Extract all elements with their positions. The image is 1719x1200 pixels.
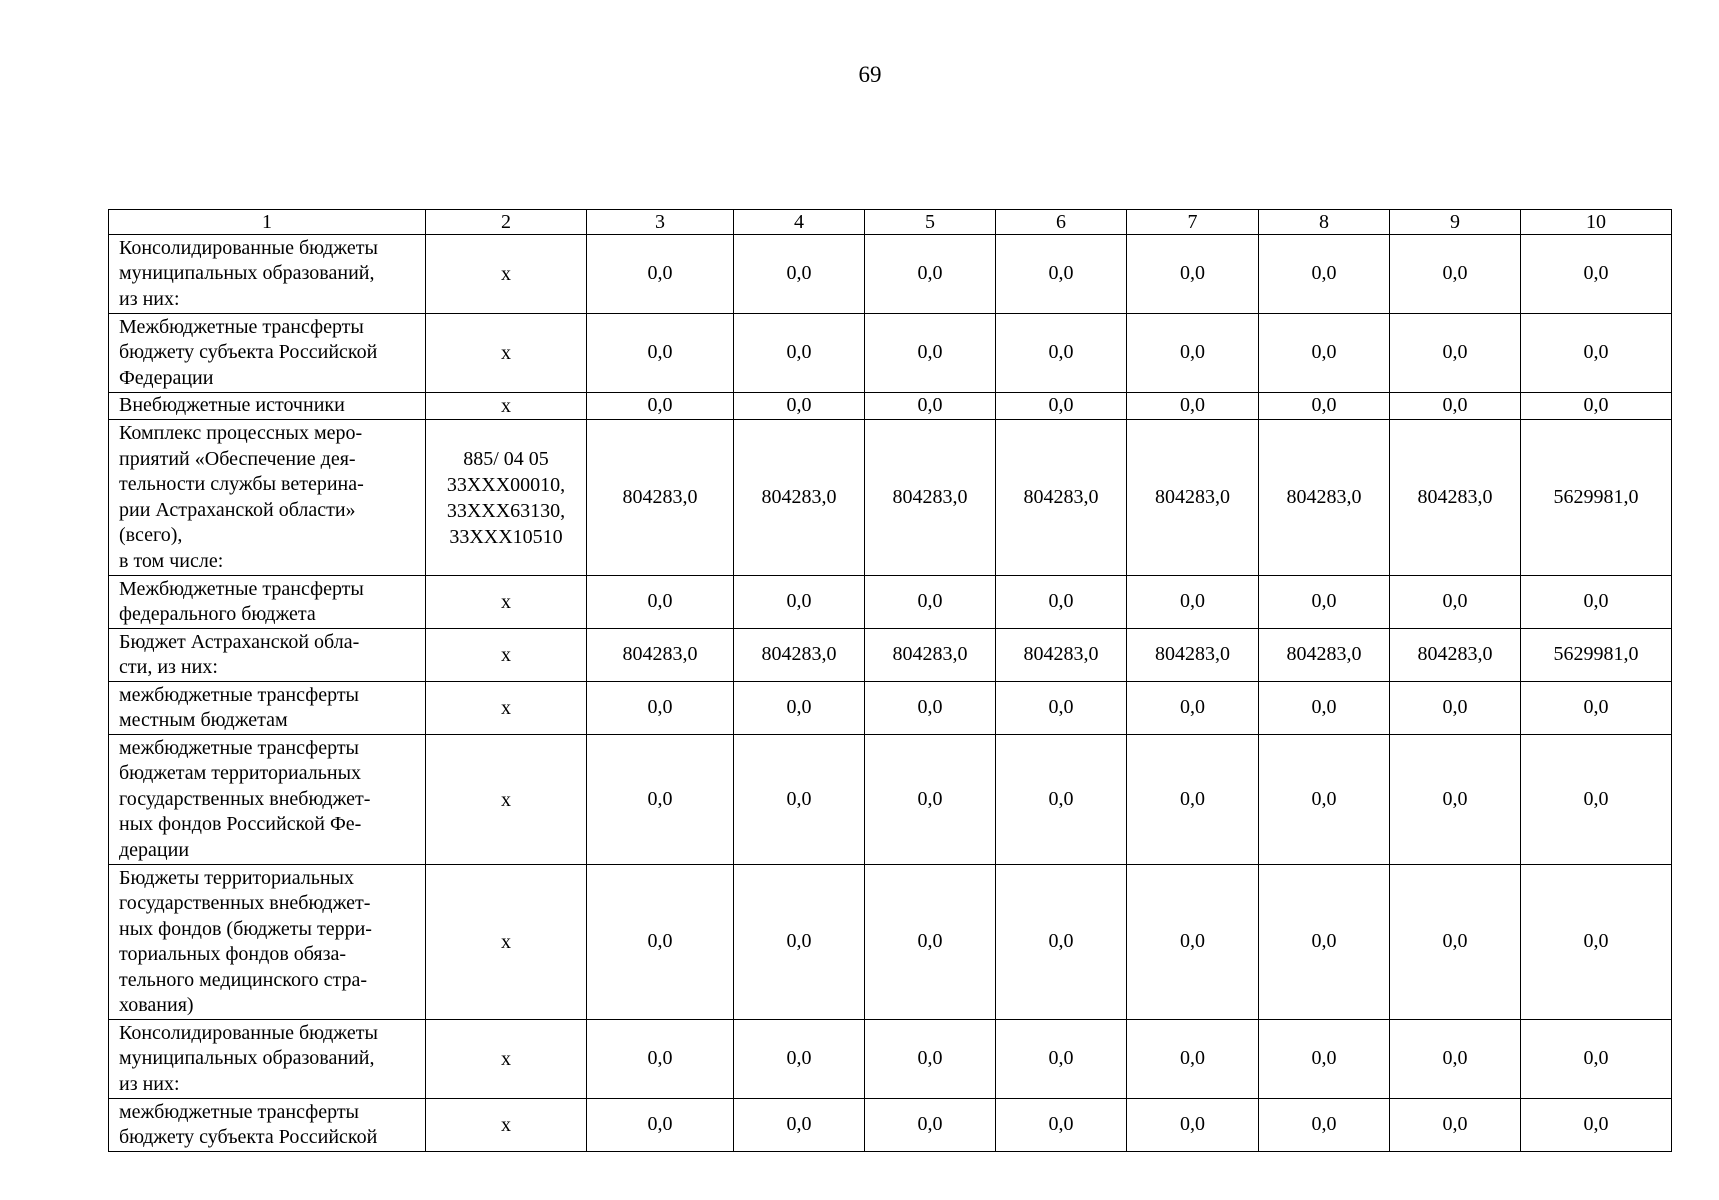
value-cell-col-3: 0,0 bbox=[587, 1020, 734, 1099]
table-row bbox=[109, 865, 1672, 1020]
value-cell-col-9: 0,0 bbox=[1390, 235, 1521, 314]
value-cell-col-4: 0,0 bbox=[734, 576, 865, 629]
column-number-8: 8 bbox=[1259, 210, 1390, 235]
value-cell-col-10: 0,0 bbox=[1521, 735, 1672, 865]
value-cell-col-8: 804283,0 bbox=[1259, 420, 1390, 576]
page-number: 69 bbox=[858, 62, 882, 87]
value-cell-col-10: 0,0 bbox=[1521, 393, 1672, 420]
value-cell-col-6: 0,0 bbox=[996, 393, 1127, 420]
value-cell-col-4: 804283,0 bbox=[734, 629, 865, 682]
value-cell-col-8: 0,0 bbox=[1259, 682, 1390, 735]
value-cell-col-8: 0,0 bbox=[1259, 314, 1390, 393]
value-cell-col-7: 804283,0 bbox=[1127, 420, 1259, 576]
row-label: Бюджет Астраханской обла- сти, из них: bbox=[109, 629, 426, 682]
value-cell-col-5: 0,0 bbox=[865, 1020, 996, 1099]
value-cell-col-4: 0,0 bbox=[734, 1099, 865, 1152]
table-row bbox=[109, 235, 1672, 314]
value-cell-col-4: 0,0 bbox=[734, 1020, 865, 1099]
row-label: Межбюджетные трансферты федерального бюджета bbox=[109, 576, 426, 629]
row-code: x bbox=[426, 1099, 587, 1152]
row-code: x bbox=[426, 1020, 587, 1099]
value-cell-col-3: 804283,0 bbox=[587, 629, 734, 682]
value-cell-col-6: 0,0 bbox=[996, 735, 1127, 865]
value-cell-col-5: 0,0 bbox=[865, 865, 996, 1020]
value-cell-col-7: 0,0 bbox=[1127, 393, 1259, 420]
value-cell-col-9: 0,0 bbox=[1390, 682, 1521, 735]
column-number-10: 10 bbox=[1521, 210, 1672, 235]
value-cell-col-9: 804283,0 bbox=[1390, 629, 1521, 682]
value-cell-col-8: 0,0 bbox=[1259, 1099, 1390, 1152]
value-cell-col-5: 0,0 bbox=[865, 235, 996, 314]
value-cell-col-7: 0,0 bbox=[1127, 1020, 1259, 1099]
value-cell-col-9: 0,0 bbox=[1390, 1020, 1521, 1099]
value-cell-col-10: 0,0 bbox=[1521, 314, 1672, 393]
value-cell-col-5: 0,0 bbox=[865, 576, 996, 629]
value-cell-col-3: 0,0 bbox=[587, 682, 734, 735]
value-cell-col-4: 0,0 bbox=[734, 314, 865, 393]
value-cell-col-10: 5629981,0 bbox=[1521, 420, 1672, 576]
row-code: x bbox=[426, 235, 587, 314]
value-cell-col-3: 0,0 bbox=[587, 314, 734, 393]
value-cell-col-7: 0,0 bbox=[1127, 682, 1259, 735]
row-label: Внебюджетные источники bbox=[109, 393, 426, 420]
column-number-7: 7 bbox=[1127, 210, 1259, 235]
value-cell-col-5: 804283,0 bbox=[865, 420, 996, 576]
table-row bbox=[109, 314, 1672, 393]
value-cell-col-5: 0,0 bbox=[865, 393, 996, 420]
budget-table bbox=[108, 209, 1672, 1152]
value-cell-col-8: 0,0 bbox=[1259, 576, 1390, 629]
value-cell-col-3: 0,0 bbox=[587, 235, 734, 314]
value-cell-col-10: 0,0 bbox=[1521, 576, 1672, 629]
value-cell-col-9: 804283,0 bbox=[1390, 420, 1521, 576]
column-number-6: 6 bbox=[996, 210, 1127, 235]
value-cell-col-7: 804283,0 bbox=[1127, 629, 1259, 682]
value-cell-col-9: 0,0 bbox=[1390, 1099, 1521, 1152]
value-cell-col-4: 0,0 bbox=[734, 393, 865, 420]
value-cell-col-6: 0,0 bbox=[996, 865, 1127, 1020]
row-label: Консолидированные бюджеты муниципальных образований, из них: bbox=[109, 235, 426, 314]
value-cell-col-10: 0,0 bbox=[1521, 1099, 1672, 1152]
value-cell-col-6: 0,0 bbox=[996, 1020, 1127, 1099]
value-cell-col-8: 0,0 bbox=[1259, 865, 1390, 1020]
value-cell-col-8: 0,0 bbox=[1259, 393, 1390, 420]
value-cell-col-7: 0,0 bbox=[1127, 576, 1259, 629]
row-label: Комплекс процессных меро- приятий «Обеспечение дея- тельности службы ветерина- рии Астраханской области» (всего), в том числе: bbox=[109, 420, 426, 576]
value-cell-col-5: 0,0 bbox=[865, 682, 996, 735]
value-cell-col-10: 0,0 bbox=[1521, 235, 1672, 314]
row-label: межбюджетные трансферты бюджету субъекта Российской bbox=[109, 1099, 426, 1152]
table-row bbox=[109, 393, 1672, 420]
value-cell-col-8: 0,0 bbox=[1259, 1020, 1390, 1099]
value-cell-col-9: 0,0 bbox=[1390, 393, 1521, 420]
value-cell-col-10: 0,0 bbox=[1521, 1020, 1672, 1099]
value-cell-col-4: 804283,0 bbox=[734, 420, 865, 576]
value-cell-col-10: 5629981,0 bbox=[1521, 629, 1672, 682]
column-number-2: 2 bbox=[426, 210, 587, 235]
value-cell-col-3: 0,0 bbox=[587, 735, 734, 865]
value-cell-col-5: 0,0 bbox=[865, 1099, 996, 1152]
row-label: Бюджеты территориальных государственных внебюджет- ных фондов (бюджеты терри- ториальных фондов обяза- тельного медицинского стра- хования) bbox=[109, 865, 426, 1020]
value-cell-col-7: 0,0 bbox=[1127, 735, 1259, 865]
row-code: x bbox=[426, 576, 587, 629]
value-cell-col-7: 0,0 bbox=[1127, 235, 1259, 314]
row-code: x bbox=[426, 314, 587, 393]
value-cell-col-6: 0,0 bbox=[996, 682, 1127, 735]
value-cell-col-9: 0,0 bbox=[1390, 314, 1521, 393]
column-number-1: 1 bbox=[109, 210, 426, 235]
value-cell-col-6: 0,0 bbox=[996, 1099, 1127, 1152]
table-row bbox=[109, 576, 1672, 629]
value-cell-col-3: 0,0 bbox=[587, 576, 734, 629]
value-cell-col-6: 804283,0 bbox=[996, 629, 1127, 682]
value-cell-col-5: 804283,0 bbox=[865, 629, 996, 682]
value-cell-col-6: 0,0 bbox=[996, 235, 1127, 314]
row-code: x bbox=[426, 682, 587, 735]
row-label: Межбюджетные трансферты бюджету субъекта Российской Федерации bbox=[109, 314, 426, 393]
value-cell-col-9: 0,0 bbox=[1390, 735, 1521, 865]
table-row bbox=[109, 1099, 1672, 1152]
column-number-5: 5 bbox=[865, 210, 996, 235]
value-cell-col-6: 804283,0 bbox=[996, 420, 1127, 576]
table-row bbox=[109, 735, 1672, 865]
table-row bbox=[109, 420, 1672, 576]
value-cell-col-8: 804283,0 bbox=[1259, 629, 1390, 682]
value-cell-col-9: 0,0 bbox=[1390, 576, 1521, 629]
value-cell-col-7: 0,0 bbox=[1127, 314, 1259, 393]
row-code: x bbox=[426, 393, 587, 420]
column-number-3: 3 bbox=[587, 210, 734, 235]
value-cell-col-5: 0,0 bbox=[865, 735, 996, 865]
column-number-4: 4 bbox=[734, 210, 865, 235]
value-cell-col-6: 0,0 bbox=[996, 314, 1127, 393]
value-cell-col-9: 0,0 bbox=[1390, 865, 1521, 1020]
column-number-row bbox=[109, 210, 1672, 235]
row-code: x bbox=[426, 865, 587, 1020]
row-code: x bbox=[426, 629, 587, 682]
value-cell-col-7: 0,0 bbox=[1127, 1099, 1259, 1152]
table-row bbox=[109, 682, 1672, 735]
row-code: x bbox=[426, 735, 587, 865]
row-code: 885/ 04 05 33ХХХ00010, 33ХХХ63130, 33ХХХ10510 bbox=[426, 420, 587, 576]
table-row bbox=[109, 629, 1672, 682]
value-cell-col-8: 0,0 bbox=[1259, 735, 1390, 865]
value-cell-col-3: 0,0 bbox=[587, 865, 734, 1020]
value-cell-col-10: 0,0 bbox=[1521, 865, 1672, 1020]
value-cell-col-4: 0,0 bbox=[734, 682, 865, 735]
table-body bbox=[109, 210, 1672, 1152]
row-label: межбюджетные трансферты бюджетам территориальных государственных внебюджет- ных фондов Российской Фе- дерации bbox=[109, 735, 426, 865]
value-cell-col-10: 0,0 bbox=[1521, 682, 1672, 735]
column-number-9: 9 bbox=[1390, 210, 1521, 235]
value-cell-col-6: 0,0 bbox=[996, 576, 1127, 629]
value-cell-col-4: 0,0 bbox=[734, 865, 865, 1020]
value-cell-col-7: 0,0 bbox=[1127, 865, 1259, 1020]
value-cell-col-5: 0,0 bbox=[865, 314, 996, 393]
value-cell-col-4: 0,0 bbox=[734, 235, 865, 314]
value-cell-col-3: 804283,0 bbox=[587, 420, 734, 576]
row-label: Консолидированные бюджеты муниципальных образований, из них: bbox=[109, 1020, 426, 1099]
value-cell-col-3: 0,0 bbox=[587, 393, 734, 420]
value-cell-col-8: 0,0 bbox=[1259, 235, 1390, 314]
value-cell-col-3: 0,0 bbox=[587, 1099, 734, 1152]
value-cell-col-4: 0,0 bbox=[734, 735, 865, 865]
row-label: межбюджетные трансферты местным бюджетам bbox=[109, 682, 426, 735]
table-row bbox=[109, 1020, 1672, 1099]
